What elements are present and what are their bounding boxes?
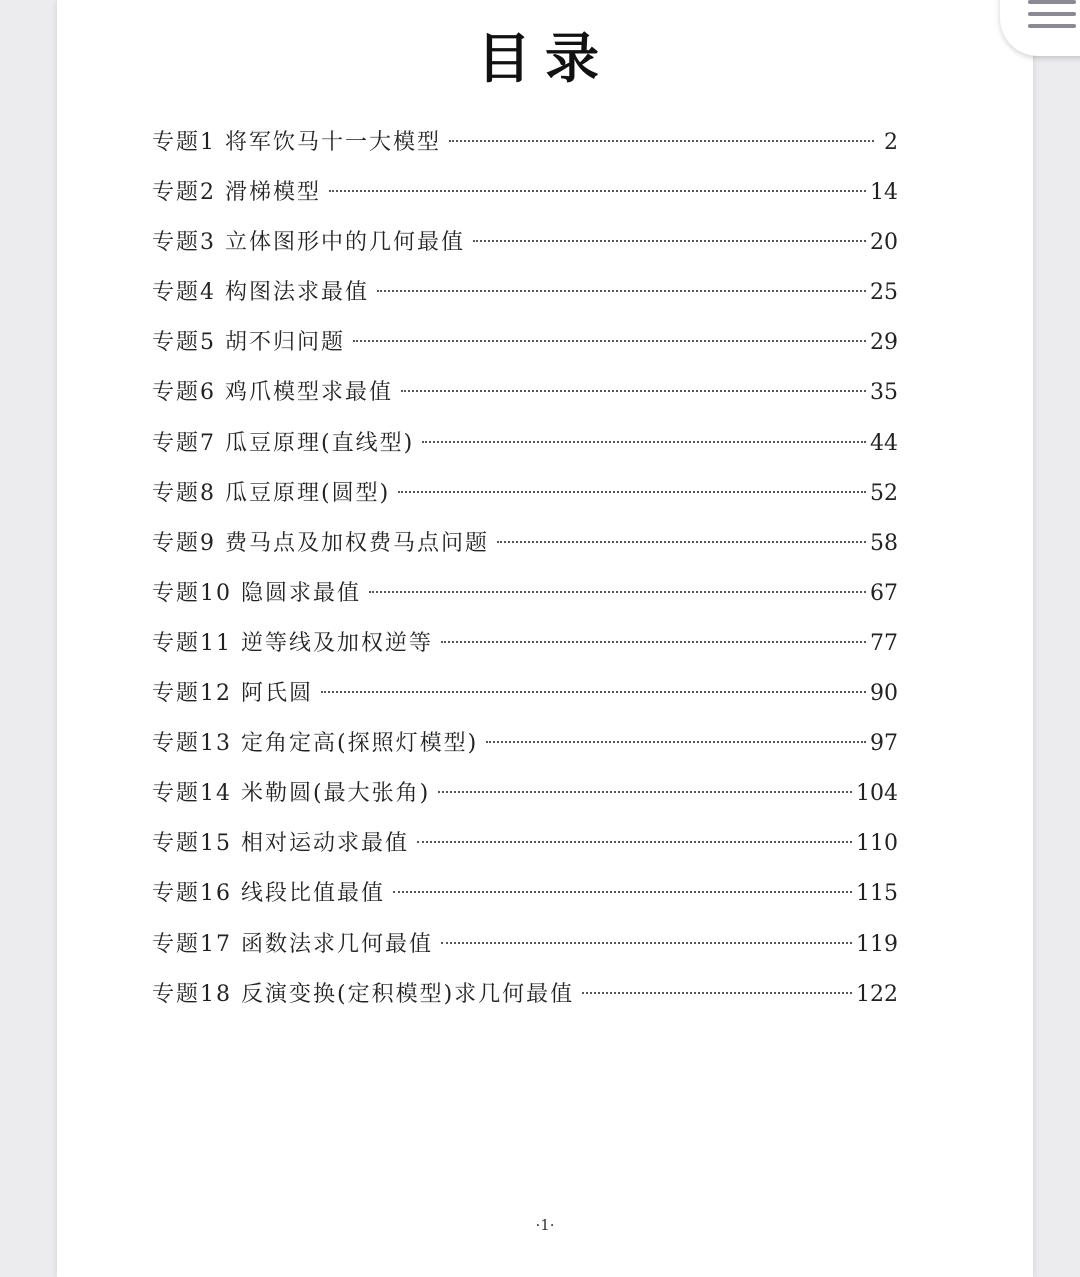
page-title: 目录 — [477, 26, 613, 90]
toc-entry[interactable] — [152, 268, 898, 318]
toc-entry-label: 专题5 胡不归问题 — [152, 330, 345, 356]
toc-entry-label: 专题1 将军饮马十一大模型 — [152, 130, 441, 155]
toc-dot-leader — [329, 190, 866, 192]
toc-entry-label: 专题16 线段比值最值 — [152, 881, 385, 907]
toc-entry-label: 专题11 逆等线及加权逆等 — [152, 630, 433, 656]
toc-entry-page: 97 — [870, 731, 898, 757]
toc-dot-leader — [441, 942, 852, 944]
toc-entry-label: 专题15 相对运动求最值 — [152, 831, 409, 857]
toc-entry-page: 25 — [870, 280, 898, 306]
toc-entry-page: 44 — [870, 430, 898, 456]
toc-entry[interactable] — [152, 318, 898, 368]
table-of-contents — [152, 118, 898, 1020]
toc-dot-leader — [401, 390, 866, 392]
toc-entry-page: 115 — [856, 881, 898, 907]
toc-dot-leader — [473, 240, 866, 242]
toc-entry[interactable] — [152, 769, 898, 819]
toc-entry-label: 专题10 隐圆求最值 — [152, 580, 361, 606]
toc-entry-page: 67 — [870, 580, 898, 606]
toc-entry-label: 专题8 瓜豆原理(圆型) — [152, 480, 391, 506]
toc-dot-leader — [353, 340, 866, 342]
toc-entry[interactable] — [152, 118, 898, 168]
toc-entry-label: 专题12 阿氏圆 — [152, 681, 313, 707]
toc-entry-page: 110 — [856, 831, 898, 857]
toc-entry-label: 专题13 定角定高(探照灯模型) — [152, 731, 479, 757]
toc-dot-leader — [582, 992, 852, 994]
toc-entry[interactable] — [152, 218, 898, 268]
toc-entry-page: 52 — [870, 480, 898, 506]
toc-entry-page: 2 — [884, 130, 898, 155]
toc-dot-leader — [497, 541, 866, 543]
document-page — [57, 0, 1033, 1277]
hamburger-menu-icon[interactable] — [1028, 0, 1076, 36]
toc-entry[interactable] — [152, 368, 898, 418]
toc-entry[interactable] — [152, 970, 898, 1020]
toc-entry-page: 119 — [856, 931, 898, 957]
toc-entry-label: 专题9 费马点及加权费马点问题 — [152, 530, 489, 556]
toc-entry[interactable] — [152, 519, 898, 569]
toc-dot-leader — [377, 290, 866, 292]
toc-dot-leader — [393, 891, 852, 893]
toc-entry-label: 专题2 滑梯模型 — [152, 180, 321, 206]
toc-dot-leader — [449, 140, 874, 142]
toc-entry[interactable] — [152, 469, 898, 519]
toc-entry-label: 专题3 立体图形中的几何最值 — [152, 230, 465, 256]
toc-entry-label: 专题18 反演变换(定积模型)求几何最值 — [152, 981, 575, 1007]
toc-entry[interactable] — [152, 719, 898, 769]
toc-entry[interactable] — [152, 920, 898, 970]
toc-entry-label: 专题17 函数法求几何最值 — [152, 931, 433, 957]
toc-entry[interactable] — [152, 168, 898, 218]
toc-entry-page: 29 — [870, 330, 898, 356]
page-footer-number: ·1· — [535, 1216, 555, 1234]
toc-entry-label: 专题4 构图法求最值 — [152, 280, 369, 306]
toc-dot-leader — [441, 641, 866, 643]
toc-entry[interactable] — [152, 669, 898, 719]
toc-dot-leader — [321, 691, 866, 693]
toc-entry-page: 122 — [856, 981, 898, 1007]
toc-entry-page: 14 — [870, 180, 898, 206]
toc-entry-page: 90 — [870, 681, 898, 707]
toc-dot-leader — [369, 591, 866, 593]
toc-dot-leader — [422, 441, 866, 443]
toc-entry-page: 58 — [870, 530, 898, 556]
toc-entry[interactable] — [152, 569, 898, 619]
toc-entry-page: 20 — [870, 230, 898, 256]
toc-entry[interactable] — [152, 619, 898, 669]
toc-dot-leader — [438, 791, 852, 793]
toc-entry-page: 104 — [856, 781, 898, 807]
toc-dot-leader — [417, 841, 852, 843]
toc-dot-leader — [486, 741, 866, 743]
toc-entry[interactable] — [152, 869, 898, 919]
toc-entry-label: 专题7 瓜豆原理(直线型) — [152, 430, 415, 456]
toc-entry-label: 专题6 鸡爪模型求最值 — [152, 380, 393, 406]
toc-entry-page: 77 — [870, 630, 898, 656]
toc-entry-page: 35 — [870, 380, 898, 406]
toc-entry[interactable] — [152, 819, 898, 869]
toc-entry-label: 专题14 米勒圆(最大张角) — [152, 781, 431, 807]
toc-dot-leader — [398, 491, 866, 493]
toc-entry[interactable] — [152, 419, 898, 469]
